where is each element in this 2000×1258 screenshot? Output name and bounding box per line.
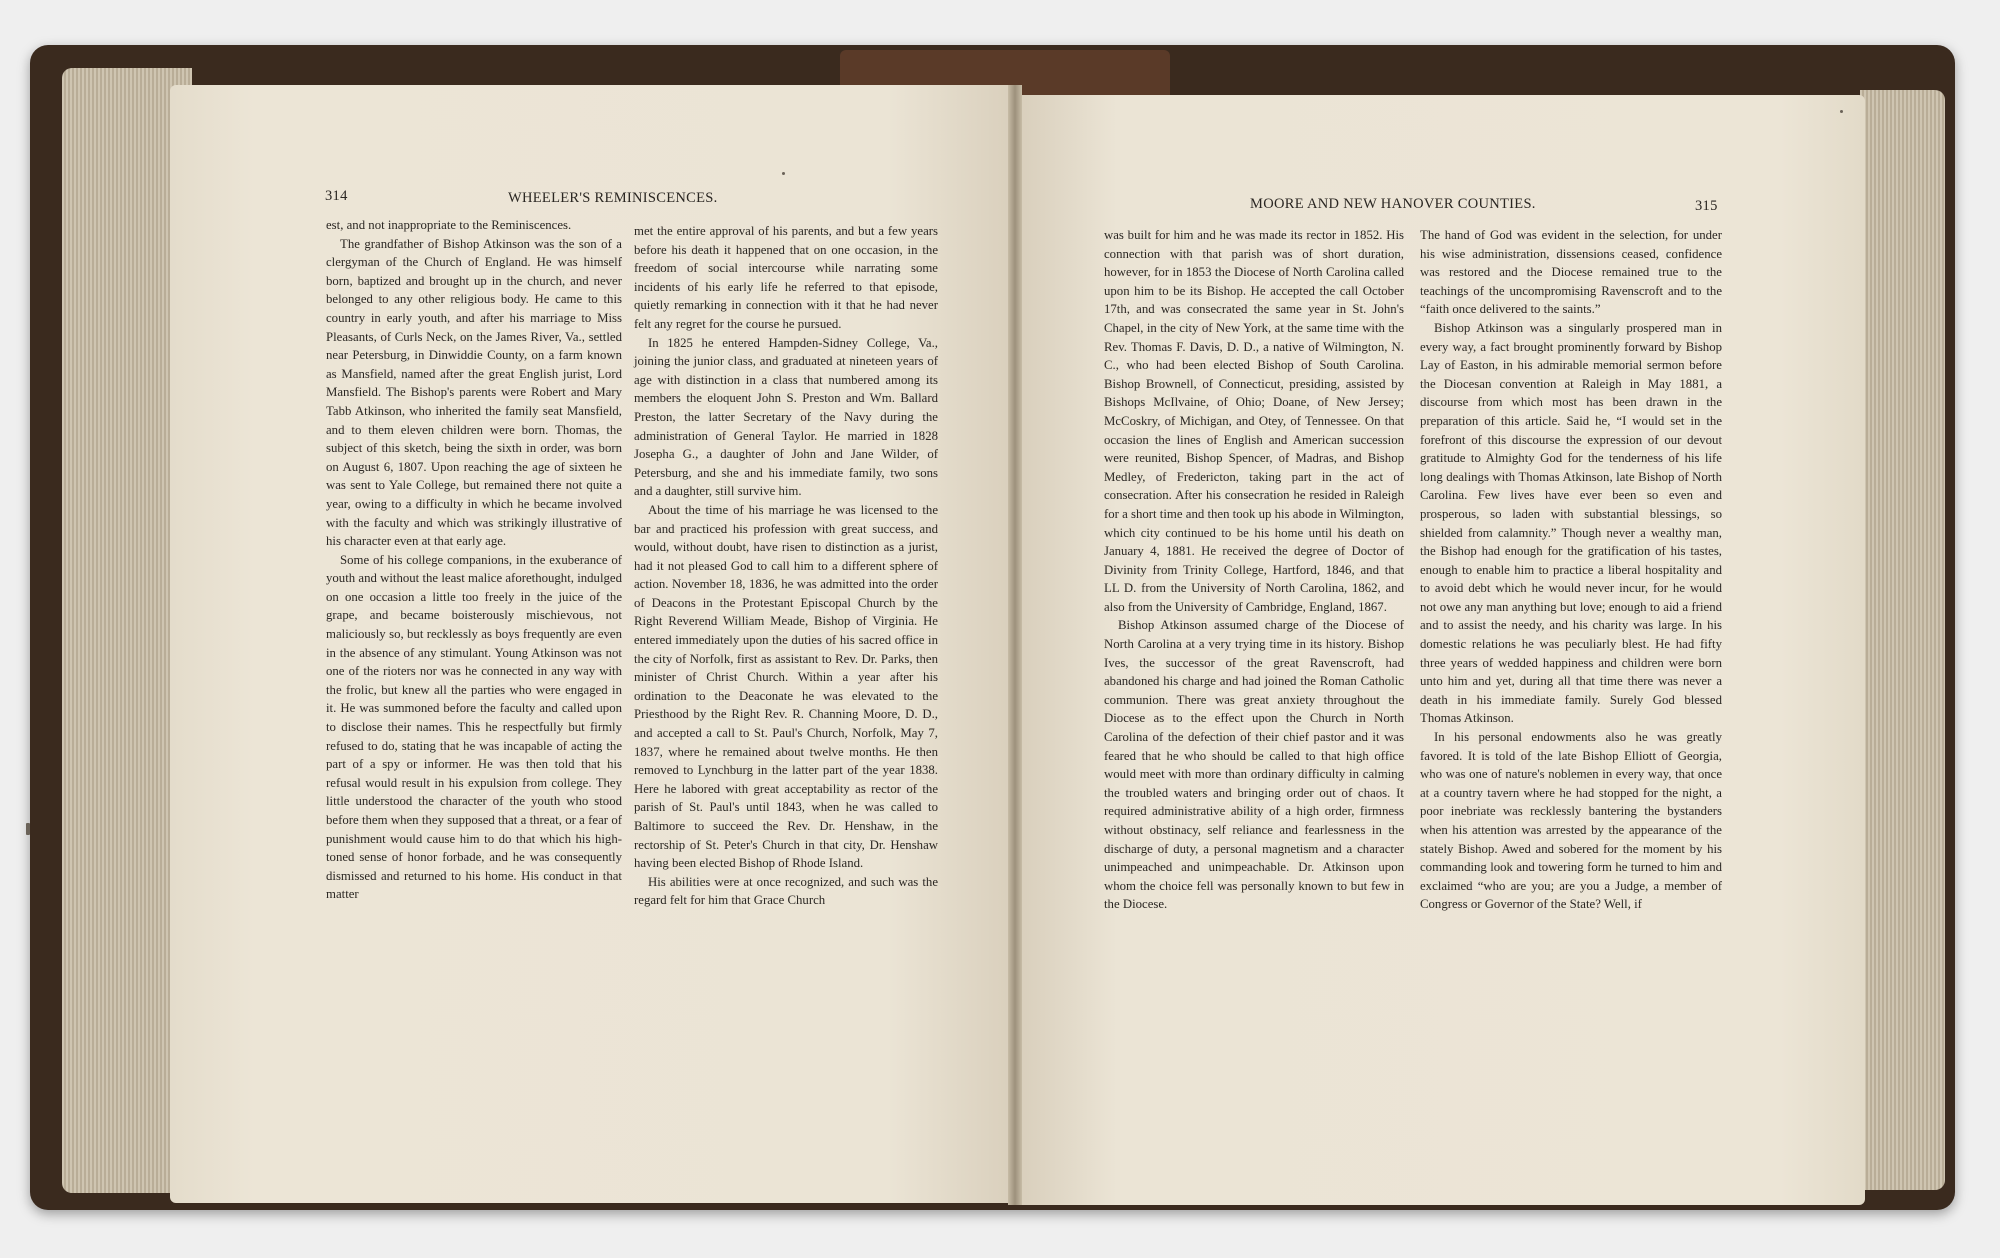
scan-speck: [782, 172, 785, 175]
paragraph: Some of his college companions, in the exuberance of youth and without the least malice aforethought, indulged on one occasion a little too freely in the juice of the grape, and became boisterously mischievous, not maliciously so, but recklessly as boys frequently are even in the absence of any stimulant. Young Atkinson was not one of the rioters nor was he connected in any way with the frolic, but knew all the parties who were engaged in it. He was summoned before the faculty and called upon to disclose their names. This he respectfully but firmly refused to do, stating that he was incapable of acting the part of a spy or informer. He was then told that his refusal would result in his expulsion from college. They little understood the character of the youth who stood before them when they supposed that a threat, or a fear of punishment would cause him to do that which his high-toned sense of honor forbade, and he was consequently dismissed and returned to his home. His conduct in that matter: [326, 552, 622, 902]
left-running-head: WHEELER'S REMINISCENCES.: [508, 190, 718, 206]
left-page-number: 314: [325, 188, 348, 204]
paragraph: His abilities were at once recognized, and such was the regard felt for him that Grace Church: [634, 874, 938, 908]
right-page-number: 315: [1695, 198, 1718, 214]
scan-mark: [26, 823, 30, 835]
right-page-column-2: [1420, 226, 1722, 914]
paragraph: was built for him and he was made its rector in 1852. His connection with that parish was of short duration, however, for in 1853 the Diocese of North Carolina called upon him to be its Bishop. He accepted the call October 17th, and was consecrated the same year in St. John's Chapel, in the city of New York, at the same time with the Rev. Thomas F. Davis, D. D., a native of Wilmington, N. C., who had been elected Bishop of South Carolina. Bishop Brownell, of Connecticut, presiding, assisted by Bishops McIlvaine, of Ohio; Doane, of New Jersey; McCoskry, of Michigan, and Otey, of Tennessee. On that occasion the lines of English and American succession were reunited, Bishop Spencer, of Madras, and Bishop Medley, of Fredericton, taking part in the act of consecration. After his consecration he resided in Raleigh for a short time and then took up his abode in Wilmington, which city continued to be his home until his death on January 4, 1881. He received the degree of Doctor of Divinity from Trinity College, Hartford, 1846, and that LL D. from the University of North Carolina, 1862, and also from the University of Cambridge, England, 1867.: [1104, 228, 1404, 614]
paragraph: In his personal endowments also he was greatly favored. It is told of the late Bishop Elliott of Georgia, who was one of nature's noblemen in every way, that once at a country tavern where he had stopped for the night, a poor inebriate was recklessly bantering the bystanders when his attention was arrested by the appearance of the stately Bishop. Awed and sobered for the moment by his commanding look and towering form he turned to him and exclaimed “who are you; are you a Judge, a member of Congress or Governor of the State? Well, if: [1420, 730, 1722, 912]
left-page-column-2: [634, 222, 938, 910]
paragraph: About the time of his marriage he was licensed to the bar and practiced his profession with great success, and would, without doubt, have risen to distinction as a jurist, had it not pleased God to call him to a different sphere of action. November 18, 1836, he was admitted into the order of Deacons in the Protestant Episcopal Church by the Right Reverend William Meade, Bishop of Virginia. He entered immediately upon the duties of his sacred office in the city of Norfolk, first as assistant to Rev. Dr. Parks, then minister of Christ Church. Within a year after his ordination to the Deaconate he was elevated to the Priesthood by the Right Rev. R. Channing Moore, D. D., and accepted a call to St. Paul's Church, Norfolk, May 7, 1837, where he remained about twelve months. He then removed to Lynchburg in the latter part of the year 1838. Here he labored with great acceptability as rector of the parish of St. Paul's until 1843, when he was called to Baltimore to succeed the Rev. Dr. Henshaw, in the rectorship of St. Peter's Church in that city, Dr. Henshaw having been elected Bishop of Rhode Island.: [634, 502, 938, 871]
scan-speck: [1840, 110, 1843, 113]
right-page-column-1: [1104, 226, 1404, 914]
paragraph: The grandfather of Bishop Atkinson was the son of a clergyman of the Church of England. He was himself born, baptized and brought up in the church, and never belonged to any other religious body. He came to this country in early youth, and after his marriage to Miss Pleasants, of Curls Neck, on the James River, Va., settled near Petersburg, in Dinwiddie County, on a farm known as Mansfield, named after the great English jurist, Lord Mansfield. The Bishop's parents were Robert and Mary Tabb Atkinson, who inherited the family seat Mansfield, and to them eleven children were born. Thomas, the subject of this sketch, being the sixth in order, was born on August 6, 1807. Upon reaching the age of sixteen he was sent to Yale College, but remained there not quite a year, owing to a difficulty in which he became involved with the faculty and which was strikingly illustrative of his character even at that early age.: [326, 236, 622, 549]
left-page-column-1: [326, 216, 622, 904]
right-running-head: MOORE AND NEW HANOVER COUNTIES.: [1250, 196, 1536, 212]
paragraph: In 1825 he entered Hampden-Sidney College, Va., joining the junior class, and graduated at nineteen years of age with distinction in a class that numbered among its members the eloquent John S. Preston and Wm. Ballard Preston, the latter Secretary of the Navy during the administration of General Taylor. He married in 1828 Josepha G., a daughter of John and Jane Wilder, of Petersburg, and she and his immediate family, two sons and a daughter, still survive him.: [634, 335, 938, 499]
paragraph: met the entire approval of his parents, and but a few years before his death it happened that on one occasion, in the freedom of social intercourse while narrating some incidents of his early life he referred to that episode, quietly remarking in connection with it that he had never felt any regret for the course he pursued.: [634, 224, 938, 331]
book-gutter: [1008, 85, 1022, 1205]
page-edges-right: [1860, 90, 1945, 1190]
paragraph: The hand of God was evident in the selection, for under his wise administration, dissensions ceased, confidence was restored and the Diocese remained true to the teachings of the uncompromising Ravenscroft and to the “faith once delivered to the saints.”: [1420, 228, 1722, 317]
paragraph: est, and not inappropriate to the Reminiscences.: [326, 218, 572, 232]
paragraph: Bishop Atkinson was a singularly prospered man in every way, a fact brought prominently forward by Bishop Lay of Easton, in his admirable memorial sermon before the Diocesan convention at Raleigh in May 1881, a discourse from which most has been drawn in the preparation of this article. Said he, “I would set in the forefront of this discourse the expression of our devout gratitude to Almighty God for the tenderness of his life long dealings with Thomas Atkinson, late Bishop of North Carolina. Few lives have ever been so even and prosperous, so laden with substantial blessings, so shielded from calamnity.” Though never a wealthy man, the Bishop had enough for the gratification of his tastes, enough to enable him to practice a liberal hospitality and to avoid debt which he would never incur, for he would not owe any man anything but love; enough to aid a friend and to assist the needy, and his charity was large. In his domestic relations he was peculiarly blest. He had fifty three years of wedded happiness and children were born unto him and yet, during all that time there was never a death in his immediate family. Surely God blessed Thomas Atkinson.: [1420, 320, 1722, 726]
paragraph: Bishop Atkinson assumed charge of the Diocese of North Carolina at a very trying time in its history. Bishop Ives, the successor of the great Ravenscroft, had abandoned his charge and had joined the Roman Catholic communion. There was great anxiety throughout the Diocese as to the effect upon the Church in North Carolina of the defection of their chief pastor and it was feared that he who should be called to that high office would meet with more than ordinary difficulty in calming the troubled waters and bringing order out of chaos. It required administrative ability of a high order, firmness without obstinacy, self reliance and fearlessness in the discharge of duty, a personal magnetism and a character unimpeached and unimpeachable. Dr. Atkinson upon whom the choice fell was personally known to but few in the Diocese.: [1104, 618, 1404, 912]
